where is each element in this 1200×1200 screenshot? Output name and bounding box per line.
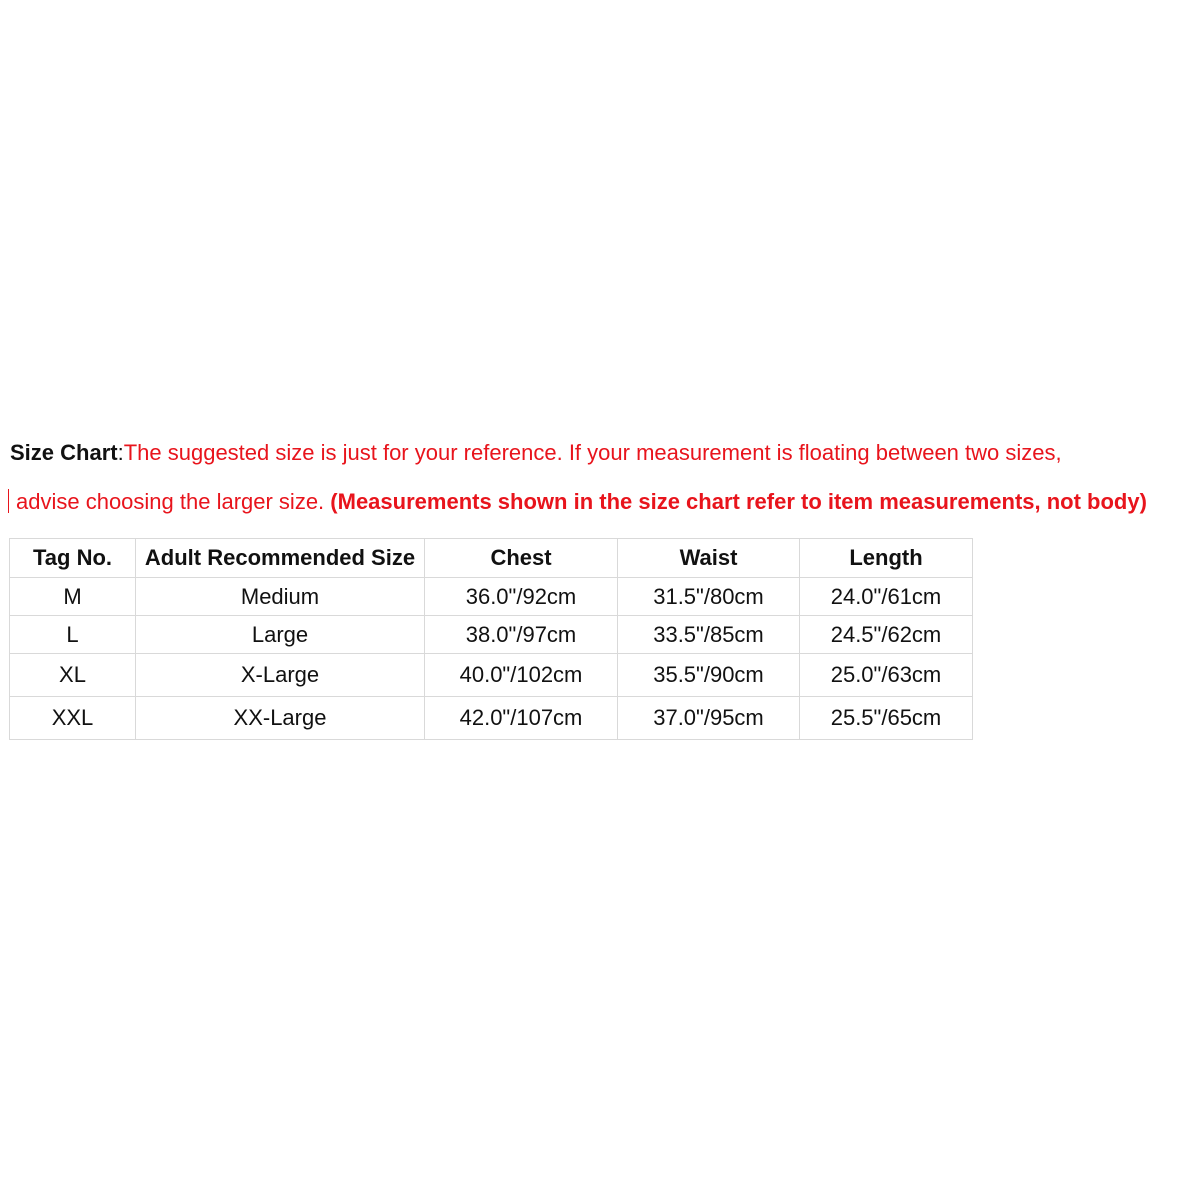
header-chest: Chest xyxy=(425,539,618,578)
notice-text-line-1: The suggested size is just for your reference. If your measurement is floating between two sizes, xyxy=(123,440,1062,465)
text-cursor-mark xyxy=(8,489,9,513)
cell-waist: 37.0"/95cm xyxy=(618,697,800,740)
table-row xyxy=(10,654,973,697)
notice-text-line-2: advise choosing the larger size. xyxy=(16,489,325,514)
cell-chest: 42.0"/107cm xyxy=(425,697,618,740)
header-waist: Waist xyxy=(618,539,800,578)
header-tag-no: Tag No. xyxy=(10,539,136,578)
measurement-disclaimer: (Measurements shown in the size chart refer to item measurements, not body) xyxy=(330,489,1147,514)
cell-chest: 38.0"/97cm xyxy=(425,616,618,654)
cell-recommended-size: X-Large xyxy=(136,654,425,697)
size-chart-notice-line-1 xyxy=(10,439,1062,467)
size-chart-table xyxy=(9,538,973,740)
size-chart-colon: : xyxy=(117,440,124,465)
cell-tag-no: M xyxy=(10,578,136,616)
cell-length: 24.5"/62cm xyxy=(800,616,973,654)
size-chart-notice-line-2 xyxy=(8,488,1147,516)
cell-tag-no: XXL xyxy=(10,697,136,740)
cell-chest: 36.0"/92cm xyxy=(425,578,618,616)
cell-recommended-size: Medium xyxy=(136,578,425,616)
cell-tag-no: XL xyxy=(10,654,136,697)
cell-tag-no: L xyxy=(10,616,136,654)
header-recommended-size: Adult Recommended Size xyxy=(136,539,425,578)
cell-chest: 40.0"/102cm xyxy=(425,654,618,697)
cell-length: 25.5"/65cm xyxy=(800,697,973,740)
cell-waist: 33.5"/85cm xyxy=(618,616,800,654)
cell-length: 24.0"/61cm xyxy=(800,578,973,616)
cell-recommended-size: Large xyxy=(136,616,425,654)
cell-waist: 31.5"/80cm xyxy=(618,578,800,616)
size-chart-label: Size Chart xyxy=(10,440,118,465)
table-row xyxy=(10,697,973,740)
table-row xyxy=(10,578,973,616)
table-row xyxy=(10,616,973,654)
header-length: Length xyxy=(800,539,973,578)
cell-length: 25.0"/63cm xyxy=(800,654,973,697)
table-header-row xyxy=(10,539,973,578)
cell-recommended-size: XX-Large xyxy=(136,697,425,740)
cell-waist: 35.5"/90cm xyxy=(618,654,800,697)
